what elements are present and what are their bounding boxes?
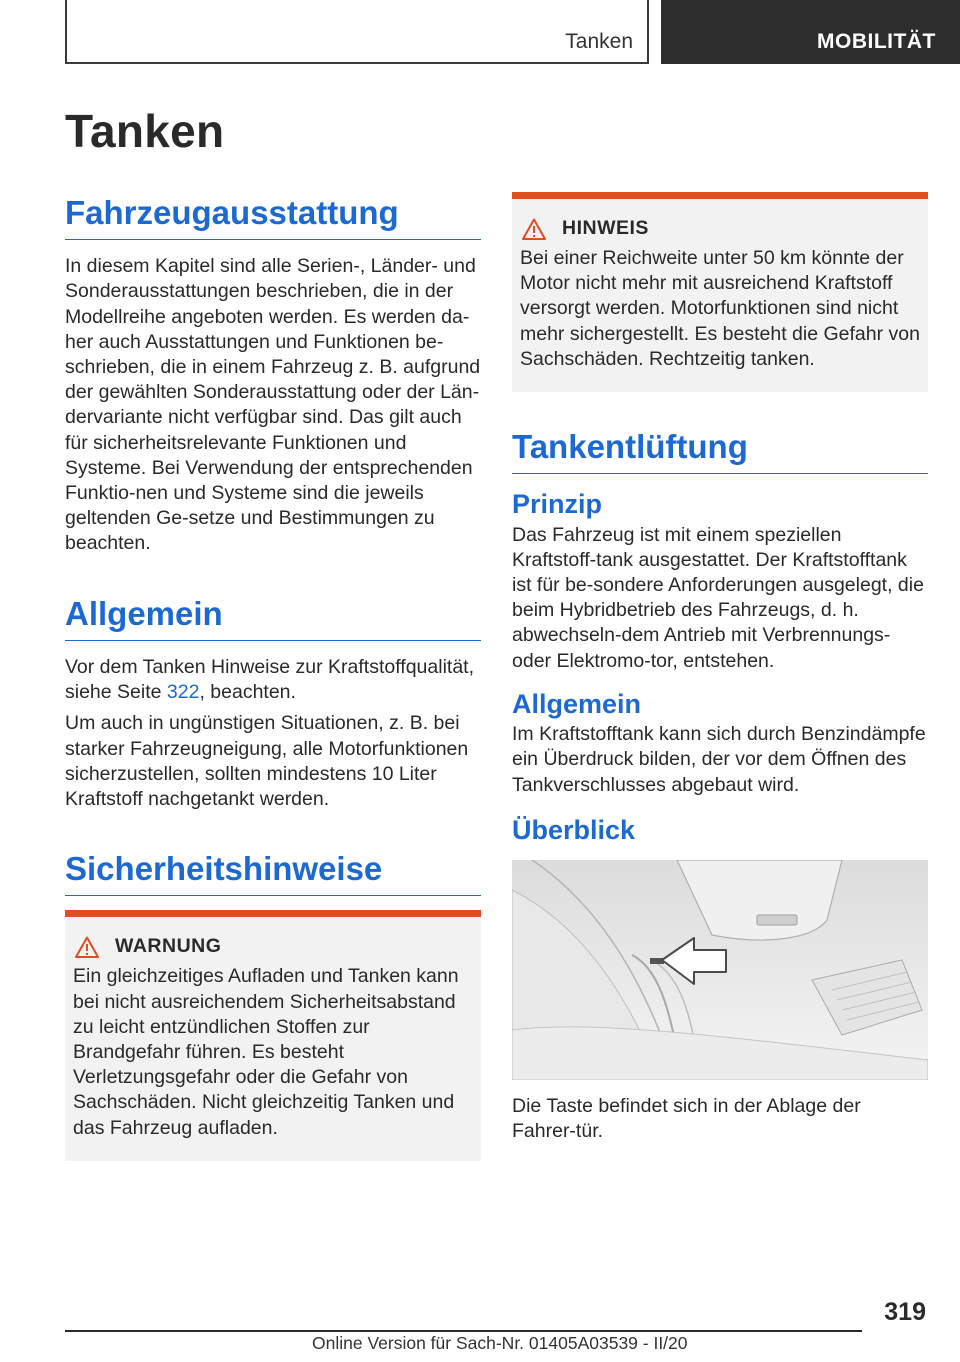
left-column — [65, 192, 481, 1161]
paragraph-allgemein-1: Vor dem Tanken Hinweise zur Kraftstoffqualität, siehe Seite 322, beachten. — [65, 655, 474, 704]
page-link-322[interactable]: 322 — [166, 681, 200, 704]
notice-box — [512, 192, 928, 392]
warning-text: Ein gleichzeitiges Aufladen und Tanken kann bei nicht ausreichendem Sicherheitsabstand zu leicht entzündlichen Stoffen zur Brandgefahr führen. Es besteht Verletzungsgefahr oder die Gefahr von Sachschäden. Nicht gleichzeitig Tanken und das Fahrzeug aufladen. — [73, 965, 459, 1139]
heading-ueberblick: Überblick — [512, 814, 636, 845]
heading-tankentlueftung: Tankentlüftung — [512, 426, 928, 474]
heading-sicherheitshinweise: Sicherheitshinweise — [65, 848, 481, 896]
figure-caption: Die Taste befindet sich in der Ablage der Fahrer-tür. — [512, 1095, 861, 1143]
header-section-tab — [661, 0, 960, 64]
header-chapter: Tanken — [565, 30, 633, 53]
heading-allgemein: Allgemein — [65, 593, 481, 641]
header-chapter-box — [65, 0, 649, 64]
warning-triangle-icon — [522, 218, 546, 240]
notice-title: HINWEIS — [562, 217, 649, 239]
warning-box — [65, 910, 481, 1160]
warning-triangle-icon — [75, 936, 99, 958]
footer-divider — [65, 1330, 862, 1332]
warning-title: WARNUNG — [115, 935, 222, 958]
page-title: Tanken — [65, 105, 225, 157]
paragraph-fahrzeugausstattung: In diesem Kapitel sind alle Serien-, Länder- und Sonderausstattungen beschrieben, die in der Modellreihe angeboten werden. Es werden da-her auch Ausstattungen und Funktionen be-schrieben, die in einem Fahrzeug z. B. aufgrund der gewählten Sonderausstattung oder der Län-dervariante nicht verfügbar sind. Das gilt auch für sicherheitsrelevante Funktionen und Systeme. Bei Verwendung der entsprechenden Funktio-nen und Systeme sind die jeweils geltenden Ge-setze und Bestimmungen zu beachten. — [65, 255, 481, 555]
page-number: 319 — [884, 1298, 926, 1326]
paragraph-allgemein-tank: Im Kraftstofftank kann sich durch Benzindämpfe ein Überdruck bilden, der vor dem Öffnen des Tankverschlusses abgebaut wird. — [512, 723, 926, 796]
door-storage-illustration — [512, 860, 928, 1080]
header-section-label: MOBILITÄT — [817, 30, 936, 53]
door-storage-figure — [512, 860, 928, 1080]
heading-allgemein-2: Allgemein — [512, 688, 642, 719]
paragraph-allgemein-2: Um auch in ungünstigen Situationen, z. B. bei starker Fahrzeugneigung, alle Motorfunktionen sicherzustellen, sollten mindestens 10 Liter Kraftstoff nachgetankt werden. — [65, 712, 469, 810]
notice-text: Bei einer Reichweite unter 50 km könnte der Motor nicht mehr mit ausreichend Kraftstoff versorgt werden. Motorfunktionen sind nicht mehr sichergestellt. Es besteht die Gefahr von Sachschäden. Rechtzeitig tanken. — [520, 247, 920, 370]
right-column — [512, 192, 928, 1151]
footer-online-version: Online Version für Sach-Nr. 01405A03539 - II/20 — [312, 1333, 688, 1353]
heading-fahrzeugausstattung: Fahrzeugausstattung — [65, 192, 481, 240]
paragraph-prinzip: Das Fahrzeug ist mit einem speziellen Kraftstoff-tank ausgestattet. Der Kraftstofftank ist für be-sondere Anforderungen ausgelegt, die beim Hybridbetrieb des Fahrzeugs, d. h. abwechseln-dem Antrieb mit Verbrennungs- oder Elektromo-tor, entstehen. — [512, 523, 924, 672]
heading-prinzip: Prinzip — [512, 489, 603, 520]
